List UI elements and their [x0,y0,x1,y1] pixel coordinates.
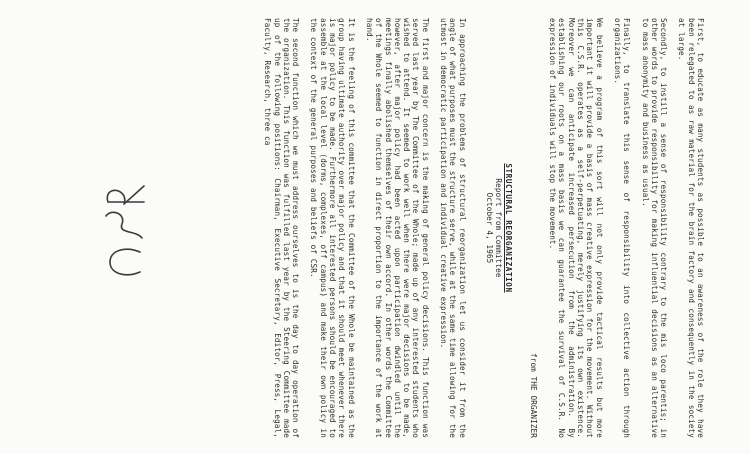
section-heading: STRUCTURAL REORGANIZATION [503,163,513,293]
paragraph-purpose-finally: Finally, to translate this sense of responsibility into collective action through organizations. [612,18,632,443]
section-heading-block [485,18,513,438]
paragraph-committee-feeling: It is the feeling of this committee that the Committee of the Whole be maintained as the group having ultimate authority over major policy and that it should meet whenever there is major policy to be made. Furthermore all interested persons should be encouraged to assemble at the local level (dorms, complexes, off campus) and make their own policy in the context of the general purposes and beliefs of CSR. [309,18,356,443]
section-subheading-report: Report from Committee [494,178,504,278]
paragraph-program: We believe a program of this sort will not only provide tactical results but more important it will provide a basis of mass creative expression for the movement. Without this C.S.R. operates as a self-perpetuating, merely justifying its own existence. Moreover we can anticipate increased persecution from the administration. By establishing our roots on a mass basis we can guarantee the survival of C.S.R. No expression of individuals will stop the movement. [548,18,604,443]
paragraph-purpose-first: First, to educate as many students as possible to an awareness of the role they have been relegated to as raw material for the brain factory and consequently in the society at large. [677,18,705,443]
paragraph-first-concern: The first and major concern is the making of general policy decisions. This function was served last year by The Committee of the Whole; made up of any interested students who wished to attend. It seemed to work well when there were major decisions to be made, however, after major policy had been acted upon participation dwindled until the meetings finally abolished themselves of their own accord. In other words the Committee of the Whole seemed to function in direct proportion to the importance of the work at hand. [364,18,430,443]
handwritten-csr-mark [96,150,156,290]
rotated-text-column [65,18,705,443]
paragraph-second-function: The second function which we must address ourselves to is the day to day operation of the organization. This function was fulfilled last year by the Steering Committee made up of the following positions: Chairman, Executive Secretary, Editor, Press, Legal, Faculty, Research, three ca [263,18,301,443]
paragraph-approach: In approaching the problems of structural reorganization let us consider it from the angle of what purposes must the structure serve, while at the same time allowing for the utmost in democratic participation and individual creative expression. [439,18,467,443]
signature-line: from THE ORGANIZER [528,353,538,438]
section-subheading-date: October 4, 1965 [484,192,494,264]
paragraph-purpose-second: Secondly, to instill a sense of responsibility contrary to the mis loco parentis; in other words to provide responsibility for making influential decisions as an alternative to mass anonymity and business as usual. [640,18,669,443]
